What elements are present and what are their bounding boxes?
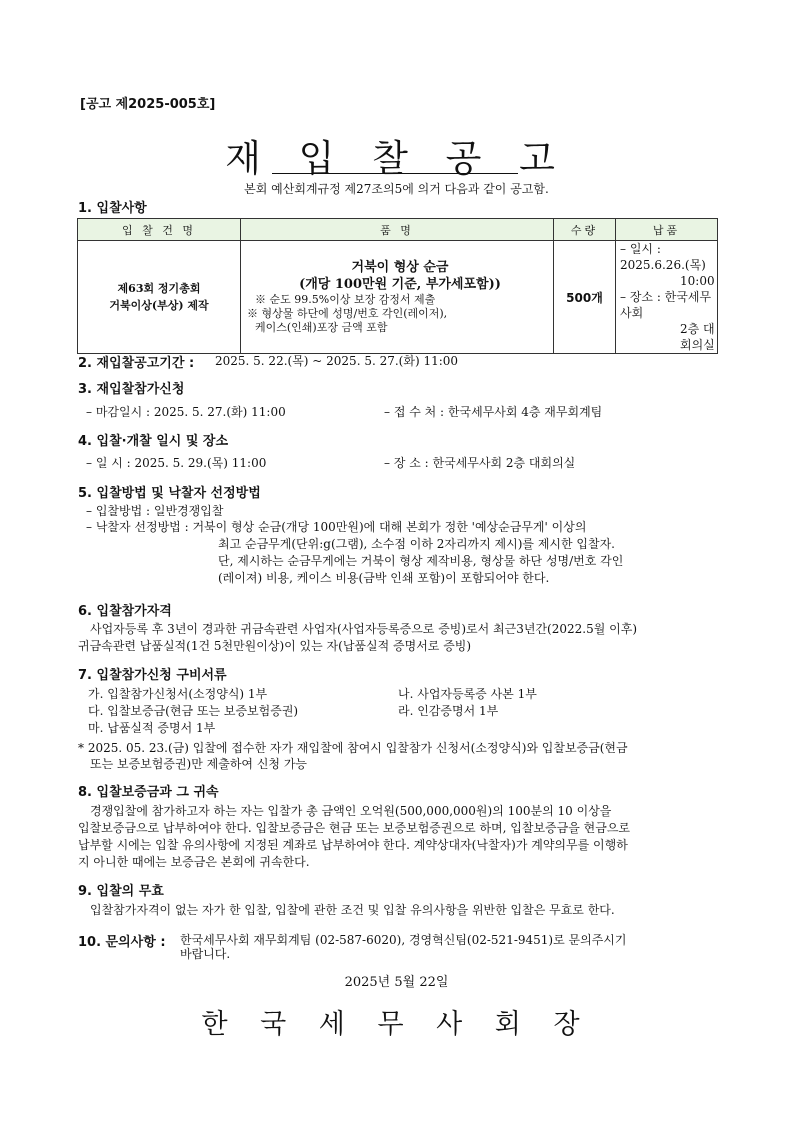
section-5-heading: 5. 입찰방법 및 낙찰자 선정방법 [78,486,261,501]
deposit-line: 지 아니한 때에는 보증금은 본회에 귀속한다. [78,855,310,869]
section-2-heading: 2. 재입찰공고기간 : [78,356,195,371]
required-doc-item: 라. 인감증명서 1부 [398,704,499,718]
required-doc-item: 마. 납품실적 증명서 1부 [88,721,216,735]
section-10-heading: 10. 문의사항 : [78,935,166,950]
bid-place-text: – 장 소 : 한국세무사회 2층 대회의실 [384,456,576,470]
required-doc-item: 다. 입찰보증금(현금 또는 보증보험증권) [88,704,299,718]
bid-method-line: – 입찰방법 : 일반경쟁입찰 [86,504,224,518]
deadline-text: – 마감일시 : 2025. 5. 27.(화) 11:00 [86,405,286,419]
section-8-heading: 8. 입찰보증금과 그 귀속 [78,785,219,800]
delivery-line: – 일시 : 2025.6.26.(목) [620,242,706,272]
case-name-line: 거북이상(부상) 제작 [109,299,209,312]
qualification-line: 사업자등록 후 3년이 경과한 귀금속관련 사업자(사업자등록증으로 증빙)로서 최근3년간(2022.5월 이후) [90,622,637,636]
item-name-line: 거북이 형상 순금 [351,260,449,275]
case-name-cell [78,241,241,354]
required-doc-item: 나. 사업자등록증 사본 1부 [398,687,537,701]
quantity-cell: 500개 [554,241,616,354]
selection-method-line: 단, 제시하는 순금무게에는 거북이 형상 제작비용, 형상물 하단 성명/번호 각인 [218,554,624,568]
table-row [78,241,718,354]
notice-number: [공고 제2025-005호] [80,97,216,112]
intro-text: 본회 예산회계규정 제27조의5에 의거 다음과 같이 공고함. [244,182,549,196]
delivery-line: 10:00 [680,274,715,288]
section-6-heading: 6. 입찰참가자격 [78,604,172,619]
inquiry-line: 바랍니다. [180,947,231,961]
page-title: 재 입 찰 공 고 [225,137,568,180]
inquiry-line: 한국세무사회 재무회계팀 (02-587-6020), 경영혁신팀(02-521-9451)로 문의주시기 [180,933,627,947]
selection-method-line: (레이져) 비용, 케이스 비용(금박 인쇄 포함)이 포함되어야 한다. [218,571,550,585]
qualification-line: 귀금속관련 납품실적(1건 5천만원이상)이 있는 자(납품실적 증명서로 증빙) [78,639,472,653]
delivery-cell [616,241,718,354]
deposit-line: 입찰보증금으로 납부하여야 한다. 입찰보증금은 현금 또는 보증보험증권으로 하며, 입찰보증금을 현금으로 [78,821,631,835]
invalid-bid-text: 입찰참가자격이 없는 자가 한 입찰, 입찰에 관한 조건 및 입찰 유의사항을 위반한 입찰은 무효로 한다. [90,903,615,917]
header-delivery: 납품 [616,219,718,241]
title-underline [272,173,518,174]
rebid-note-line: 또는 보증보험증권)만 제출하여 신청 가능 [90,757,308,771]
section-4-heading: 4. 입찰·개찰 일시 및 장소 [78,434,229,449]
required-doc-item: 가. 입찰참가신청서(소정양식) 1부 [88,687,268,701]
header-quantity: 수량 [554,219,616,241]
reception-text: – 접 수 처 : 한국세무사회 4층 재무회계팀 [384,405,603,419]
bid-items-table [77,218,718,354]
delivery-line: 2층 대회의실 [680,322,715,352]
selection-method-line: 최고 순금무게(단위:g(그램), 소수점 이하 2자리까지 제시)를 제시한 입찰자. [218,537,615,551]
section-1-heading: 1. 입찰사항 [78,201,147,216]
delivery-line: – 장소 : 한국세무사회 [620,290,712,320]
header-item-name: 품 명 [241,219,554,241]
rebid-note-line: * 2025. 05. 23.(금) 입찰에 접수한 자가 재입찰에 참여시 입찰참가 신청서(소정양식)와 입찰보증금(현금 [78,741,628,755]
item-note: ※ 순도 99.5%이상 보장 감정서 제출 [255,293,436,306]
item-name-line: (개당 100만원 기준, 부가세포함)) [299,277,501,292]
item-note: 케이스(인쇄)포장 금액 포함 [255,321,388,334]
section-3-heading: 3. 재입찰참가신청 [78,382,185,397]
table-header-row [78,219,718,241]
deposit-line: 경쟁입찰에 참가하고자 하는 자는 입찰가 총 금액인 오억원(500,000,000원)의 100분의 10 이상을 [90,804,612,818]
bid-datetime-text: – 일 시 : 2025. 5. 29.(목) 11:00 [86,456,267,470]
section-9-heading: 9. 입찰의 무효 [78,884,164,899]
item-note: ※ 형상물 하단에 성명/번호 각인(레이저), [247,307,448,320]
organization-signature: 한 국 세 무 사 회 장 [201,1009,592,1040]
header-case-name: 입 찰 건 명 [78,219,241,241]
section-7-heading: 7. 입찰참가신청 구비서류 [78,668,227,683]
rebid-period: 2025. 5. 22.(목) ~ 2025. 5. 27.(화) 11:00 [215,354,459,368]
selection-method-line: – 낙찰자 선정방법 : 거북이 형상 순금(개당 100만원)에 대해 본회가 정한 '예상순금무게' 이상의 [86,520,587,534]
case-name-line: 제63회 정기총회 [117,282,201,295]
deposit-line: 납부할 시에는 입찰 유의사항에 지정된 계좌로 납부하여야 한다. 계약상대자(낙찰자)가 계약의무를 이행하 [78,838,628,852]
notice-date: 2025년 5월 22일 [344,975,449,990]
item-name-cell [241,241,554,354]
